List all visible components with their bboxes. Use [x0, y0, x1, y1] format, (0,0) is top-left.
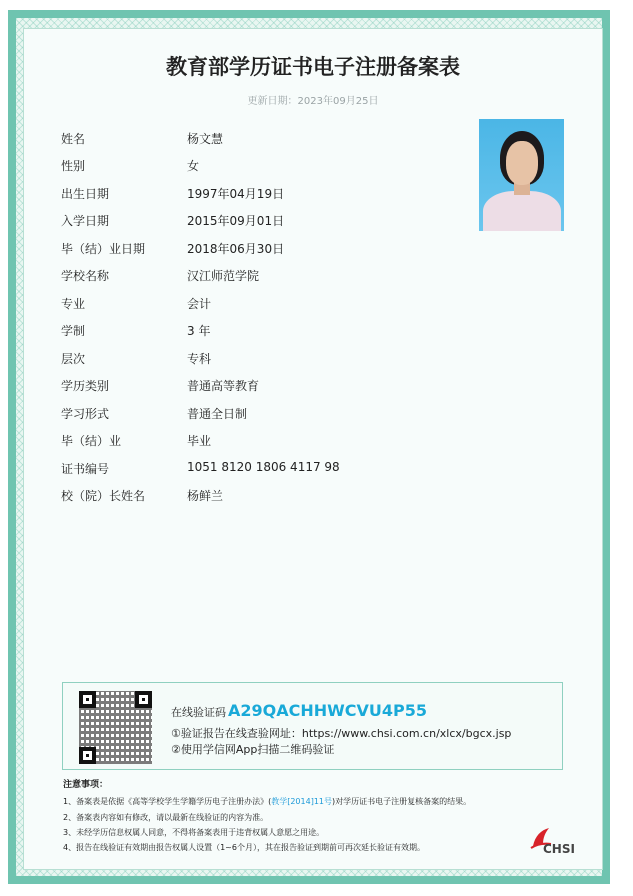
field-label: 学习形式 — [61, 407, 110, 421]
field-value: 汉江师范学院 — [187, 269, 260, 283]
field-label: 姓名 — [61, 132, 86, 146]
field-label: 入学日期 — [61, 214, 110, 228]
field-value: 1997年04月19日 — [187, 187, 285, 201]
field-label: 专业 — [61, 297, 86, 311]
verification-code-line — [171, 701, 427, 720]
verification-app-line: ②使用学信网App扫描二维码验证 — [171, 743, 335, 756]
note-text: 1、备案表是依据《高等学校学生学籍学历电子注册办法》( — [63, 797, 272, 806]
field-value: 专科 — [187, 352, 212, 366]
update-date: 更新日期：2023年09月25日 — [247, 96, 379, 107]
field-label: 毕（结）业 — [61, 434, 122, 448]
note-2: 2、备案表内容如有修改，请以最新在线验证的内容为准。 — [63, 813, 269, 822]
field-value: 杨鲜兰 — [187, 489, 224, 503]
certificate-document — [23, 28, 603, 870]
chsi-logo — [529, 826, 579, 856]
field-value: 1051 8120 1806 4117 98 — [187, 460, 340, 474]
field-value: 会计 — [187, 297, 212, 311]
field-label: 学制 — [61, 324, 86, 338]
field-value: 女 — [187, 159, 200, 173]
field-label: 学校名称 — [61, 269, 110, 283]
verification-code: A29QACHHWCVU4P55 — [228, 701, 428, 720]
note-3: 3、未经学历信息权属人同意，不得将备案表用于违背权属人意愿之用途。 — [63, 828, 325, 837]
field-value: 普通高等教育 — [187, 379, 260, 393]
document-title: 教育部学历证书电子注册备案表 — [166, 55, 460, 79]
field-label: 校（院）长姓名 — [61, 489, 146, 503]
note-text: )对学历证书电子注册复核备案的结果。 — [332, 797, 472, 806]
field-value: 杨文慧 — [187, 132, 224, 146]
note-1 — [63, 796, 471, 807]
verification-url-line: ①验证报告在线查验网址：https://www.chsi.com.cn/xlcx/bgcx.jsp — [171, 727, 512, 740]
verification-box — [62, 682, 563, 770]
field-label: 层次 — [61, 352, 86, 366]
field-value: 2015年09月01日 — [187, 214, 285, 228]
field-label: 性别 — [61, 159, 86, 173]
student-photo — [479, 119, 564, 231]
note-4: 4、报告在线验证有效期由报告权属人设置（1~6个月），其在报告验证到期前可再次延长验证有效期。 — [63, 843, 425, 852]
field-label: 出生日期 — [61, 187, 110, 201]
field-label: 学历类别 — [61, 379, 110, 393]
field-value: 普通全日制 — [187, 407, 248, 421]
field-label: 毕（结）业日期 — [61, 242, 146, 256]
field-label: 证书编号 — [61, 462, 110, 476]
verification-code-label: 在线验证码 — [171, 706, 226, 719]
chsi-logo-text: CHSI — [543, 842, 575, 856]
field-value: 2018年06月30日 — [187, 242, 285, 256]
qr-code[interactable] — [79, 691, 152, 764]
regulation-link[interactable]: 教学[2014]11号 — [271, 797, 332, 806]
field-value: 3 年 — [187, 324, 211, 338]
field-value: 毕业 — [187, 434, 212, 448]
notes-title: 注意事项： — [63, 780, 109, 790]
